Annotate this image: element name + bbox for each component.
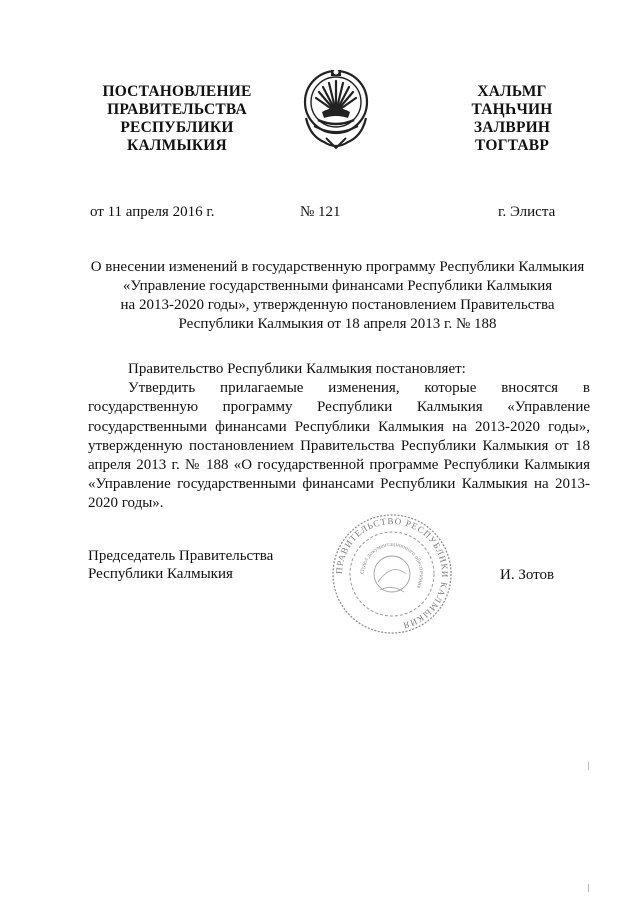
document-date: от 11 апреля 2016 г.: [90, 204, 215, 220]
body-intro: Правительство Республики Калмыкия постановляет:: [128, 361, 466, 377]
seal-outer-text: ПРАВИТЕЛЬСТВО РЕСПУБЛИКИ КАЛМЫКИЯ: [333, 515, 451, 631]
scan-speck: [588, 762, 589, 770]
seal-inner-text: Отдел документационного обеспечения: [359, 541, 425, 590]
signatory-title: Председатель Правительства Республики Калмыкия: [88, 548, 274, 582]
official-stamp-icon: [330, 512, 454, 636]
document-body: [88, 360, 590, 514]
svg-text:ПРАВИТЕЛЬСТВО РЕСПУБЛИКИ КАЛМЫ: [334, 516, 450, 631]
header-left-title: ПОСТАНОВЛЕНИЕ ПРАВИТЕЛЬСТВА РЕСПУБЛИКИ КАЛМЫКИЯ: [102, 83, 252, 154]
document-number: № 121: [300, 204, 341, 220]
kalmykia-emblem-icon: [300, 68, 372, 150]
header-right-title: ХАЛЬМГ ТАҢҺЧИН ЗАЛВРИН ТОГТАВР: [471, 83, 553, 154]
document-subject: О внесении изменений в государственную программу Республики Калмыкия «Управление государственными финансами Республики Калмыкия на 2013-2020 годы», утвержденную постановлением Правительства Республики Калмыкия от 18 апреля 2013 г. № 188: [90, 259, 585, 332]
document-city: г. Элиста: [498, 204, 556, 220]
body-main-paragraph: Утвердить прилагаемые изменения, которые вносятся в государственную программу Республики Калмыкия «Управление государственными финансами Республики Калмыкия на 2013-2020 годы», утвержденную постановлением Правительства Республики Калмыкия от 18 апреля 2013 г. № 188 «О государственной программе Республики Калмыкия «Управление государственными финансами Республики Калмыкия на 2013-2020 годы».: [88, 380, 590, 512]
signatory-name: И. Зотов: [500, 567, 555, 583]
scan-speck: [588, 884, 589, 892]
svg-text:Отдел документационного обеспе: [360, 542, 424, 589]
